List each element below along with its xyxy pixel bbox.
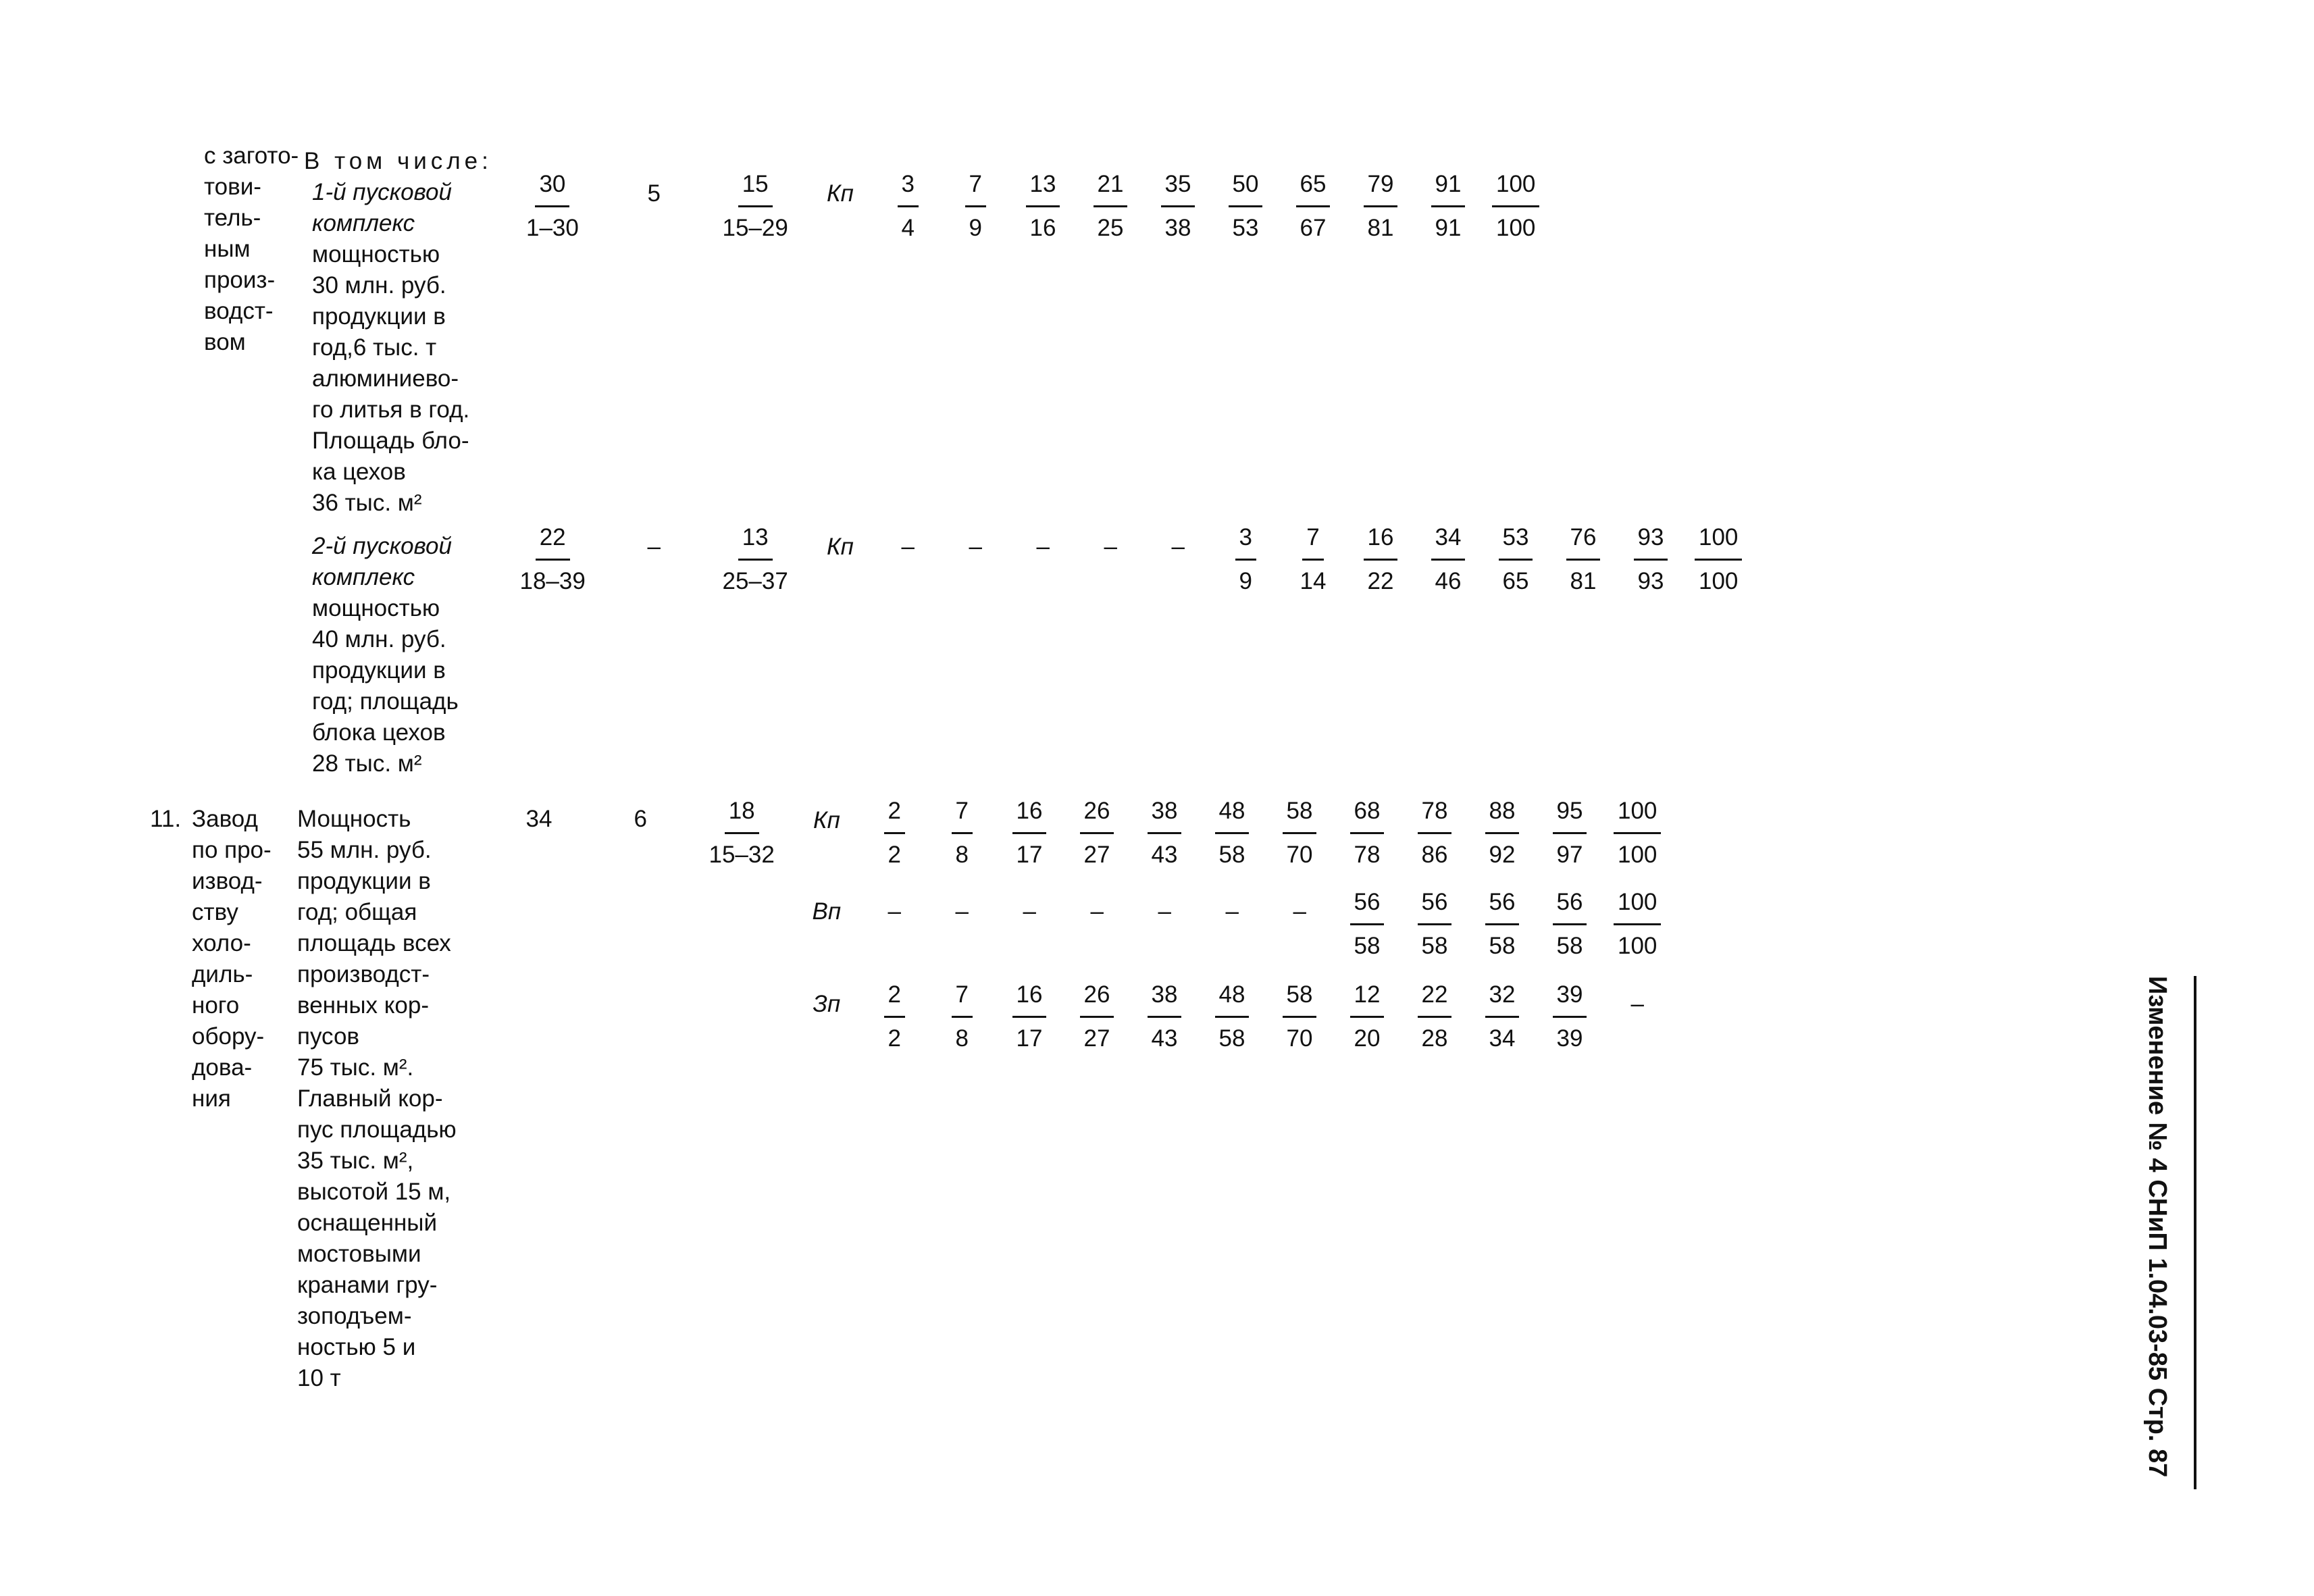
complex2-value-num: 34 [1431, 522, 1466, 561]
vp-value-den: 58 [1489, 933, 1516, 959]
complex1-value-num: 21 [1094, 169, 1128, 207]
kp-value [1080, 796, 1114, 871]
complex2-dash: – [1036, 534, 1050, 560]
vp-dash: – [1023, 898, 1036, 925]
complex1-value [1431, 169, 1466, 244]
zp-value-den: 70 [1286, 1025, 1313, 1052]
complex2-value-num: 100 [1695, 522, 1742, 561]
complex2-value-den: 81 [1570, 568, 1597, 594]
desc-line: пус площадью [297, 1116, 457, 1143]
complex1-col1-num: 30 [535, 169, 569, 207]
complex2-value [1431, 522, 1466, 597]
desc-line: продукции в [312, 303, 446, 330]
complex2-value-num: 76 [1566, 522, 1601, 561]
zp-value [884, 979, 905, 1054]
complex2-value-den: 14 [1300, 568, 1327, 594]
kp-value-num: 58 [1283, 796, 1317, 834]
zp-value [1553, 979, 1587, 1054]
title-line: 2-й пусковой [312, 533, 452, 559]
complex2-title [312, 531, 452, 593]
complex1-col3-den: 15–29 [722, 215, 788, 241]
complex2-col3-num: 13 [738, 522, 773, 561]
zp-value-den: 2 [888, 1025, 901, 1052]
desc-line: высотой 15 м, [297, 1179, 451, 1205]
kp-value-num: 48 [1215, 796, 1250, 834]
complex1-col2: 5 [647, 180, 661, 207]
zp-value-num: 2 [884, 979, 905, 1018]
kp-value-den: 2 [888, 842, 901, 868]
complex1-value-den: 67 [1300, 215, 1327, 241]
desc-line: 40 млн. руб. [312, 626, 446, 652]
vp-value [1485, 887, 1520, 962]
complex1-value [1161, 169, 1195, 244]
complex1-value-den: 25 [1097, 215, 1124, 241]
kp-value [884, 796, 905, 871]
complex2-dash: – [901, 534, 915, 560]
zp-dash: – [1630, 991, 1644, 1017]
zp-value-num: 39 [1553, 979, 1587, 1018]
vp-value-den: 58 [1354, 933, 1381, 959]
name-line: дова- [192, 1054, 253, 1081]
zp-value-den: 43 [1151, 1025, 1178, 1052]
kp-value-den: 70 [1286, 842, 1313, 868]
desc-line: 75 тыс. м². [297, 1054, 414, 1081]
vp-dash: – [1158, 898, 1171, 925]
zp-value-den: 8 [955, 1025, 969, 1052]
complex2-value-den: 46 [1435, 568, 1462, 594]
complex1-col1 [526, 169, 579, 244]
zp-value-num: 38 [1148, 979, 1182, 1018]
vp-value [1614, 887, 1661, 962]
kp-value [1553, 796, 1587, 871]
desc-line: 10 т [297, 1365, 341, 1391]
desc-line: пусов [297, 1023, 360, 1050]
desc-line: продукции в [312, 657, 446, 684]
vp-dash: – [1293, 898, 1306, 925]
kp-value-den: 8 [955, 842, 969, 868]
kp-value-num: 68 [1350, 796, 1385, 834]
vp-dash: – [1225, 898, 1239, 925]
complex2-col2: – [647, 534, 661, 560]
complex1-value [1364, 169, 1398, 244]
complex2-value [1300, 522, 1327, 597]
zp-value-den: 34 [1489, 1025, 1516, 1052]
kp-value-den: 92 [1489, 842, 1516, 868]
vp-value [1418, 887, 1452, 962]
desc-line: Мощность [297, 806, 411, 832]
zp-value-den: 39 [1556, 1025, 1583, 1052]
complex1-value-num: 100 [1492, 169, 1539, 207]
complex1-value-num: 79 [1364, 169, 1398, 207]
complex1-desc [312, 239, 469, 519]
name-line: ным [204, 236, 251, 262]
vp-value-num: 56 [1418, 887, 1452, 925]
kp-value-num: 78 [1418, 796, 1452, 834]
kp-value-den: 78 [1354, 842, 1381, 868]
desc-line: зоподъем- [297, 1303, 412, 1329]
kp-value-den: 27 [1083, 842, 1110, 868]
complex2-symbol: Кп [827, 534, 854, 560]
complex2-desc [312, 593, 459, 779]
name-line: обору- [192, 1023, 265, 1050]
complex1-value [1492, 169, 1539, 244]
kp-value [1614, 796, 1661, 871]
vp-value-num: 56 [1553, 887, 1587, 925]
complex1-value-den: 9 [969, 215, 982, 241]
vp-value-num: 100 [1614, 887, 1661, 925]
desc-line: оснащенный [297, 1210, 437, 1236]
complex2-value [1499, 522, 1533, 597]
desc-line: го литья в год. [312, 396, 470, 423]
kp-value-num: 16 [1012, 796, 1047, 834]
kp-value-num: 26 [1080, 796, 1114, 834]
desc-line: производст- [297, 961, 430, 987]
desc-line: мостовыми [297, 1241, 421, 1267]
zp-value-den: 17 [1016, 1025, 1043, 1052]
complex2-value [1235, 522, 1256, 597]
kp-value-num: 100 [1614, 796, 1661, 834]
kp-value-den: 97 [1556, 842, 1583, 868]
complex1-value-den: 100 [1496, 215, 1536, 241]
kp-value-den: 58 [1218, 842, 1245, 868]
desc-line: продукции в [297, 868, 431, 894]
complex2-value-den: 22 [1367, 568, 1394, 594]
kp-value [1485, 796, 1520, 871]
complex2-value [1634, 522, 1668, 597]
zp-value-den: 20 [1354, 1025, 1381, 1052]
complex2-value-num: 53 [1499, 522, 1533, 561]
complex1-value-num: 50 [1229, 169, 1263, 207]
kp-value [1148, 796, 1182, 871]
desc-line: ностью 5 и [297, 1334, 416, 1360]
complex1-value-den: 38 [1164, 215, 1191, 241]
complex1-value [1229, 169, 1263, 244]
kp-value-num: 88 [1485, 796, 1520, 834]
desc-line: мощностью [312, 595, 440, 621]
vp-dash: – [1090, 898, 1104, 925]
complex2-col1 [520, 522, 586, 597]
row2-col3-num: 18 [725, 796, 759, 834]
desc-line: алюминиево- [312, 365, 459, 392]
complex2-value-den: 100 [1699, 568, 1739, 594]
desc-line: год; общая [297, 899, 417, 925]
complex1-value [1296, 169, 1331, 244]
zp-symbol: Зп [813, 991, 841, 1017]
kp-value-den: 100 [1618, 842, 1657, 868]
complex1-symbol: Кп [827, 180, 854, 207]
zp-value [1485, 979, 1520, 1054]
name-line: извод- [192, 868, 263, 894]
desc-line: Площадь бло- [312, 428, 469, 454]
complex1-value [965, 169, 986, 244]
zp-value-num: 12 [1350, 979, 1385, 1018]
complex2-value-num: 7 [1302, 522, 1323, 561]
zp-value-den: 28 [1421, 1025, 1448, 1052]
row1-name [204, 140, 299, 358]
complex2-value [1364, 522, 1398, 597]
zp-value-num: 16 [1012, 979, 1047, 1018]
complex1-value-den: 4 [901, 215, 915, 241]
zp-value-num: 7 [952, 979, 973, 1018]
kp-value [1012, 796, 1047, 871]
desc-line: 55 млн. руб. [297, 837, 432, 863]
complex2-value-num: 16 [1364, 522, 1398, 561]
row2-col3 [709, 796, 775, 871]
zp-value-den: 27 [1083, 1025, 1110, 1052]
vp-value-den: 58 [1556, 933, 1583, 959]
name-line: холо- [192, 930, 251, 956]
complex1-col3 [723, 169, 788, 244]
name-line: с загото- [204, 143, 299, 169]
kp-symbol: Кп [813, 807, 840, 833]
vp-value-den: 58 [1421, 933, 1448, 959]
complex2-col1-num: 22 [536, 522, 570, 561]
desc-line: венных кор- [297, 992, 429, 1019]
side-label: Изменение № 4 СНиП 1.04.03-85 Стр. 87 [2143, 976, 2171, 1478]
name-line: ного [192, 992, 240, 1019]
zp-value [1418, 979, 1452, 1054]
kp-value [1215, 796, 1250, 871]
zp-value [1080, 979, 1114, 1054]
row2-number: 11. [150, 806, 182, 832]
name-line: тель- [204, 205, 261, 231]
vp-value-den: 100 [1618, 933, 1657, 959]
desc-line: мощностью [312, 241, 440, 267]
complex2-value-num: 3 [1235, 522, 1256, 561]
zp-value-den: 58 [1218, 1025, 1245, 1052]
name-line: Завод [192, 806, 258, 832]
complex2-value-den: 93 [1637, 568, 1664, 594]
kp-value-num: 7 [952, 796, 973, 834]
name-line: ству [192, 899, 238, 925]
desc-line: ка цехов [312, 459, 406, 485]
side-rule [2194, 976, 2196, 1489]
kp-value [1418, 796, 1452, 871]
kp-value-den: 17 [1016, 842, 1043, 868]
zp-value-num: 58 [1283, 979, 1317, 1018]
complex1-col3-num: 15 [738, 169, 773, 207]
zp-value-num: 48 [1215, 979, 1250, 1018]
complex2-value [1566, 522, 1601, 597]
kp-value-num: 2 [884, 796, 905, 834]
complex2-value-num: 93 [1634, 522, 1668, 561]
complex1-title [312, 177, 452, 239]
desc-line: блока цехов [312, 719, 446, 746]
vp-value [1553, 887, 1587, 962]
zp-value [1215, 979, 1250, 1054]
kp-value [1283, 796, 1317, 871]
complex1-col1-den: 1–30 [526, 215, 579, 241]
complex1-value-num: 91 [1431, 169, 1466, 207]
title-line: 1-й пусковой [312, 179, 452, 205]
complex2-col3 [723, 522, 788, 597]
desc-line: 35 тыс. м², [297, 1148, 414, 1174]
complex2-col3-den: 25–37 [722, 568, 788, 594]
desc-line: 30 млн. руб. [312, 272, 446, 299]
complex1-value-num: 13 [1026, 169, 1060, 207]
desc-line: Главный кор- [297, 1085, 443, 1112]
row2-col1: 34 [525, 806, 552, 832]
vp-dash: – [955, 898, 969, 925]
zp-value [1350, 979, 1385, 1054]
complex1-value-den: 53 [1232, 215, 1259, 241]
name-line: водст- [204, 298, 274, 324]
kp-value-den: 86 [1421, 842, 1448, 868]
zp-value [952, 979, 973, 1054]
title-line: комплекс [312, 210, 415, 236]
row2-name [192, 804, 272, 1114]
kp-value-num: 38 [1148, 796, 1182, 834]
complex1-value [1026, 169, 1060, 244]
complex2-value [1695, 522, 1742, 597]
row2-col3-den: 15–32 [709, 842, 775, 868]
desc-line: 28 тыс. м² [312, 750, 422, 777]
row2-desc [297, 804, 457, 1394]
kp-value [952, 796, 973, 871]
complex1-value-den: 91 [1435, 215, 1462, 241]
zp-value [1148, 979, 1182, 1054]
complex2-dash: – [1104, 534, 1117, 560]
complex1-value-num: 35 [1161, 169, 1195, 207]
title-line: комплекс [312, 564, 415, 590]
complex1-value-num: 7 [965, 169, 986, 207]
vp-value-num: 56 [1350, 887, 1385, 925]
zp-value-num: 26 [1080, 979, 1114, 1018]
zp-value [1283, 979, 1317, 1054]
complex2-value-den: 9 [1239, 568, 1252, 594]
complex1-value-num: 3 [898, 169, 919, 207]
name-line: вом [204, 329, 246, 355]
zp-value-num: 22 [1418, 979, 1452, 1018]
complex1-value-den: 81 [1367, 215, 1394, 241]
zp-value [1012, 979, 1047, 1054]
zp-value-num: 32 [1485, 979, 1520, 1018]
name-line: по про- [192, 837, 272, 863]
vp-dash: – [888, 898, 901, 925]
kp-value-den: 43 [1151, 842, 1178, 868]
complex1-value [898, 169, 919, 244]
kp-value-num: 95 [1553, 796, 1587, 834]
desc-line: 36 тыс. м² [312, 490, 422, 516]
complex2-dash: – [1171, 534, 1185, 560]
kp-value [1350, 796, 1385, 871]
desc-line: кранами гру- [297, 1272, 438, 1298]
name-line: ния [192, 1085, 231, 1112]
vp-value [1350, 887, 1385, 962]
complex2-value-den: 65 [1502, 568, 1529, 594]
row1-desc-header: В том числе: [304, 148, 492, 174]
name-line: тови- [204, 174, 261, 200]
complex1-value-num: 65 [1296, 169, 1331, 207]
complex1-value-den: 16 [1029, 215, 1056, 241]
vp-value-num: 56 [1485, 887, 1520, 925]
complex1-value [1094, 169, 1128, 244]
name-line: диль- [192, 961, 253, 987]
complex2-col1-den: 18–39 [519, 568, 586, 594]
desc-line: площадь всех [297, 930, 451, 956]
desc-line: год; площадь [312, 688, 459, 715]
complex2-dash: – [969, 534, 982, 560]
row2-col2: 6 [634, 806, 647, 832]
name-line: произ- [204, 267, 276, 293]
vp-symbol: Вп [812, 898, 842, 925]
desc-line: год,6 тыс. т [312, 334, 437, 361]
